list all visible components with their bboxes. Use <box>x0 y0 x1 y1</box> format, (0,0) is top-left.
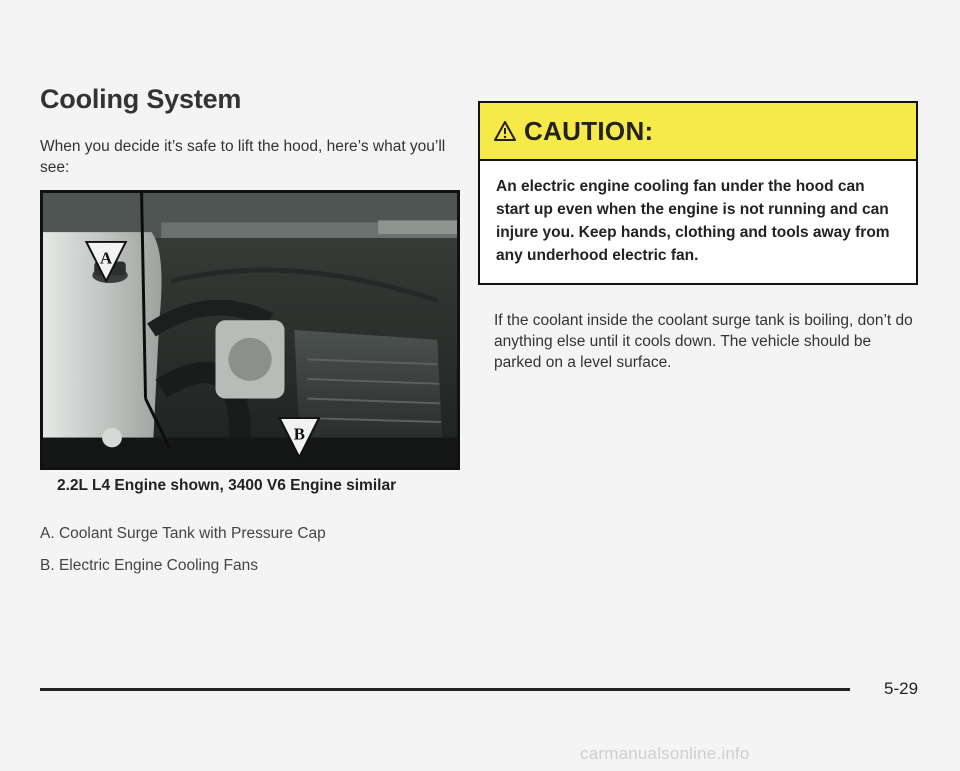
footer-rule <box>40 688 850 691</box>
caution-box <box>478 101 918 285</box>
warning-triangle-icon <box>494 121 516 141</box>
figure-legend <box>40 518 326 582</box>
legend-item-a: A. Coolant Surge Tank with Pressure Cap <box>40 525 326 542</box>
caution-text: An electric engine cooling fan under the hood can start up even when the engine is not running and can injure you. Keep hands, clothing and tools away from any underhood electric fan. <box>496 178 890 264</box>
legend-item-b: B. Electric Engine Cooling Fans <box>40 557 258 574</box>
svg-text:A: A <box>100 248 113 268</box>
intro-text: When you decide it’s safe to lift the hood, here’s what you’ll see: <box>40 138 446 176</box>
page-number: 5-29 <box>884 679 919 698</box>
page-title: Cooling System <box>40 84 242 114</box>
engine-photo <box>40 190 460 470</box>
svg-text:B: B <box>293 424 305 444</box>
body-paragraph: If the coolant inside the coolant surge tank is boiling, don’t do anything else until it cools down. The vehicle should be parked on a level surface. <box>494 312 913 371</box>
watermark: carmanualsonline.info <box>580 744 750 763</box>
caution-title: CAUTION: <box>524 115 654 146</box>
caution-header <box>480 103 916 161</box>
engine-illustration <box>43 193 457 467</box>
figure-caption: 2.2L L4 Engine shown, 3400 V6 Engine similar <box>57 477 397 494</box>
